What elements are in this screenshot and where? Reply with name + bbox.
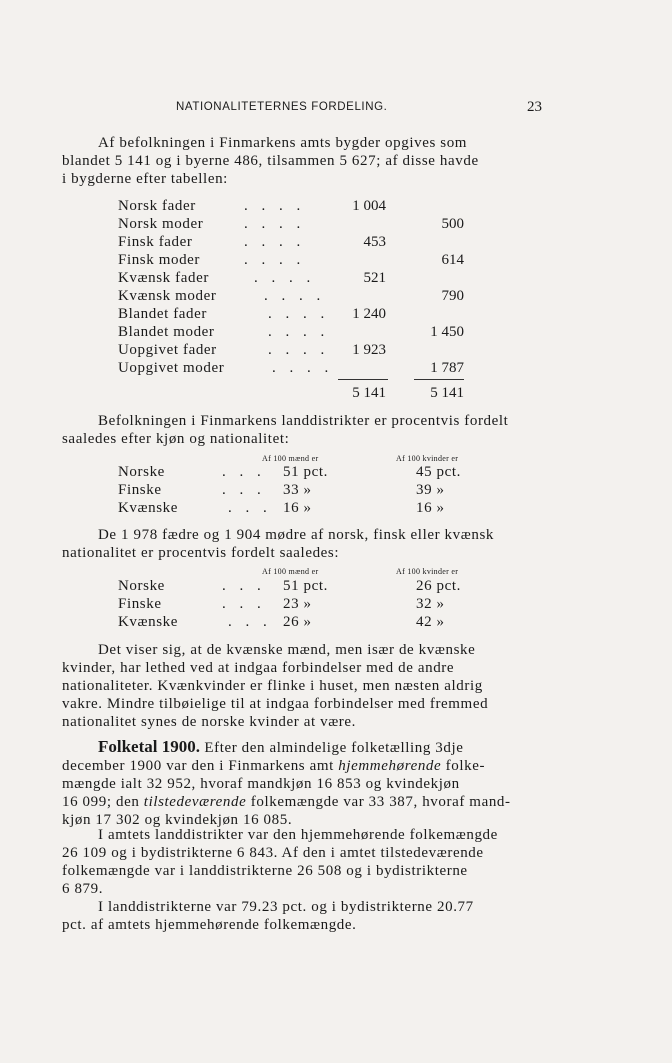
table-cell-men: 23 » [283,596,312,612]
table-row-label: Kvænske [118,614,179,630]
text-line [62,757,548,775]
table-row-label: Blandet fader [118,306,208,322]
leader-dots: . . . [222,464,266,480]
table-row-label: Kvænsk fader [118,270,209,286]
text-line: Befolkningen i Finmarkens landdistrikter er procentvis fordelt [98,413,509,429]
table-cell-men: 51 pct. [283,578,329,594]
table-cell-left: 521 [363,270,386,286]
share-paragraph [62,898,548,934]
leader-dots: . . . . [244,198,306,214]
table-cell-women: 16 » [416,500,445,516]
table-cell-right: 1 450 [430,324,464,340]
text-line: blandet 5 141 og i byerne 486, tilsammen 5 627; af disse havde [62,153,479,169]
text-line: Af befolkningen i Finmarkens amts bygder opgives som [98,135,468,151]
table-cell-men: 33 » [283,482,312,498]
table-cell-right: 1 787 [430,360,464,376]
text-line: kvinder, har lethed ved at indgaa forbindelser med de andre [62,660,455,676]
leader-dots: . . . . [268,342,330,358]
table-cell-right: 500 [441,216,464,232]
table-cell-left: 1 240 [352,306,386,322]
table-cell-women: 42 » [416,614,445,630]
leader-dots: . . . . [272,360,334,376]
table-row-label: Norsk moder [118,216,204,232]
text-run: Efter den almindelige folketælling 3dje [204,740,464,756]
table-cell-women: 45 pct. [416,464,462,480]
text-run: folkemængde var 33 387, hvoraf mand- [250,794,511,810]
table-row-label: Uopgivet fader [118,342,217,358]
table-cell-right: 790 [441,288,464,304]
observation-paragraph [62,641,548,731]
table-cell-women: 26 pct. [416,578,462,594]
leader-dots: . . . [222,482,266,498]
text-line [62,793,548,811]
table-row-label: Norsk fader [118,198,196,214]
leader-dots: . . . . [268,324,330,340]
column-header-women: Af 100 kvinder er [396,567,459,576]
leader-dots: . . . [222,578,266,594]
table-row-label: Kvænske [118,500,179,516]
leader-dots: . . . [228,500,272,516]
running-header: NATIONALITETERNES FORDELING. [176,101,388,113]
text-line: nationalitet er procentvis fordelt saaledes: [62,545,340,561]
table-cell-right: 614 [441,252,464,268]
text-line: saaledes efter kjøn og nationalitet: [62,431,290,447]
table-total-right: 5 141 [430,385,464,401]
text-line: vakre. Mindre tilbøielige til at indgaa forbindelser med fremmed [62,696,489,712]
text-line: De 1 978 fædre og 1 904 mødre af norsk, finsk eller kvænsk [98,527,494,543]
table-row-label: Kvænsk moder [118,288,217,304]
text-line: 26 109 og i bydistrikterne 6 843. Af den i amtet tilstedeværende [62,845,484,861]
text-line: folkemængde var i landdistrikterne 26 508 og i bydistrikterne [62,863,468,879]
table-row-label: Finsk moder [118,252,201,268]
emphasis-text: hjemmehørende [338,758,442,774]
page-number: 23 [527,99,542,115]
text-line: nationaliteter. Kvænkvinder er flinke i huset, men næsten aldrig [62,678,483,694]
leader-dots: . . . [228,614,272,630]
text-line: i bygderne efter tabellen: [62,171,228,187]
leader-dots: . . . . [264,288,326,304]
column-header-women: Af 100 kvinder er [396,454,459,463]
text-line: kjøn 17 302 og kvindekjøn 16 085. [62,812,293,828]
table-total-left: 5 141 [352,385,386,401]
sum-rule [338,379,388,380]
table-cell-women: 39 » [416,482,445,498]
district-paragraph [62,826,548,898]
text-run: 16 099; den [62,794,140,810]
table-row-label: Norske [118,578,165,594]
leader-dots: . . . . [268,306,330,322]
text-line: I amtets landdistrikter var den hjemmehørende folkemængde [98,827,498,843]
text-line: mængde ialt 32 952, hvoraf mandkjøn 16 853 og kvindekjøn [62,776,460,792]
leader-dots: . . . . [244,234,306,250]
leader-dots: . . . [222,596,266,612]
leader-dots: . . . . [244,252,306,268]
leader-dots: . . . . [244,216,306,232]
percent-intro-paragraph [62,412,548,448]
table-cell-men: 26 » [283,614,312,630]
table-row-label: Finske [118,596,162,612]
table-cell-left: 1 923 [352,342,386,358]
table-cell-men: 51 pct. [283,464,329,480]
text-run: folke- [445,758,486,774]
table-row-label: Finske [118,482,162,498]
table-row-label: Blandet moder [118,324,215,340]
text-line: pct. af amtets hjemmehørende folkemængde. [62,917,357,933]
text-line: nationalitet synes de norske kvinder at være. [62,714,357,730]
folketal-paragraph [62,738,548,829]
text-line: 6 879. [62,881,104,897]
emphasis-text: tilstedeværende [143,794,247,810]
column-header-men: Af 100 mænd er [262,454,319,463]
parents-intro-paragraph [62,526,548,562]
sum-rule [414,379,464,380]
table-cell-left: 1 004 [352,198,386,214]
section-heading: Folketal 1900. [98,737,200,756]
text-line: I landdistrikterne var 79.23 pct. og i bydistrikterne 20.77 [98,899,474,915]
column-header-men: Af 100 mænd er [262,567,319,576]
table-row-label: Finsk fader [118,234,193,250]
leader-dots: . . . . [254,270,316,286]
table-cell-men: 16 » [283,500,312,516]
table-row-label: Uopgivet moder [118,360,225,376]
text-line: Det viser sig, at de kvænske mænd, men især de kvænske [98,642,476,658]
table-row-label: Norske [118,464,165,480]
table-cell-left: 453 [363,234,386,250]
table-cell-women: 32 » [416,596,445,612]
text-run: december 1900 var den i Finmarkens amt [62,758,334,774]
text-line [62,738,548,757]
intro-paragraph [62,134,548,188]
